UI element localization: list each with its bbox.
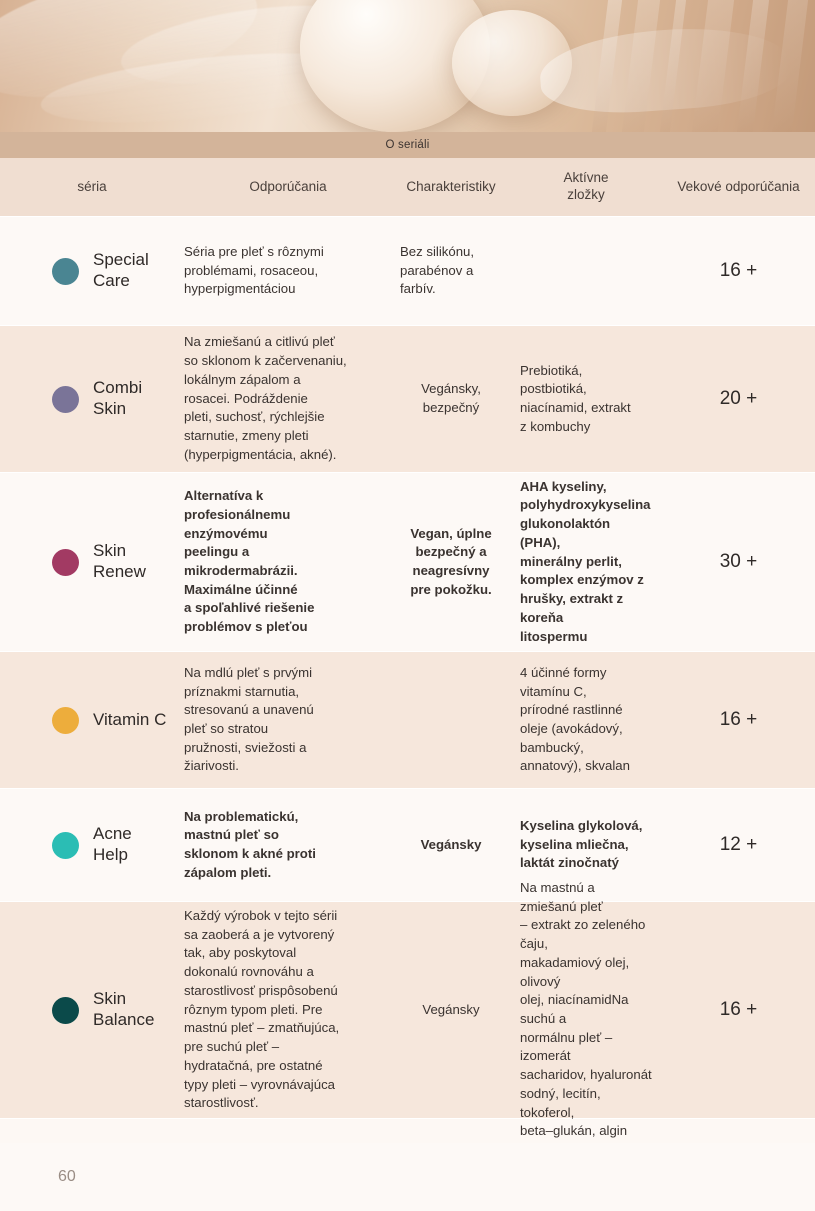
active-ingredients-text: Na mastnú a zmiešanú pleť – extrakt zo zeleného čaju, makadamiový olej, olivový olej, niacínamidNa suchú a normálnu pleť – izomerát sacharidov, hyaluronát sodný, lecitín, tokoferol, beta–glukán, algin bbox=[520, 879, 652, 1139]
row-active-ingredients-cell bbox=[510, 652, 662, 788]
header-cell-recommendations bbox=[184, 158, 392, 216]
characteristics-text: Vegan, úplne bezpečný a neagresívny pre pokožku. bbox=[410, 525, 492, 597]
row-characteristics-cell bbox=[392, 652, 510, 788]
header-label-active-ingredients: Aktívne zložky bbox=[563, 170, 609, 202]
series-color-dot bbox=[52, 549, 79, 576]
series-name-label: Special Care bbox=[93, 250, 149, 290]
recommendations-text: Séria pre pleť s rôznymi problémami, rosaceou, hyperpigmentáciou bbox=[184, 243, 324, 297]
row-series-cell bbox=[0, 473, 184, 651]
row-age-cell bbox=[662, 789, 815, 901]
series-name-label: Skin Balance bbox=[93, 989, 155, 1029]
age-text: 12 + bbox=[719, 834, 758, 855]
recommendations-text: Každý výrobok v tejto sérii sa zaoberá a je vytvorený tak, aby poskytoval dokonalú rovnováhu a starostlivosť prispôsobenú rôznym typom pleti. Pre mastnú pleť – zmatňujúca, pre suchú pleť – hydratačná, pre ostatné typy pleti – vyrovnávajúca starostlivosť. bbox=[184, 907, 340, 1111]
header-cell-characteristics bbox=[392, 158, 510, 216]
active-ingredients-text: Prebiotiká, postbiotiká, niacínamid, extrakt z kombuchy bbox=[520, 362, 631, 434]
series-color-dot bbox=[52, 832, 79, 859]
table-row bbox=[0, 217, 815, 325]
age-text: 20 + bbox=[719, 388, 758, 409]
table-row bbox=[0, 652, 815, 788]
row-recommendations-cell bbox=[184, 217, 392, 325]
header-cell-age bbox=[662, 158, 815, 216]
header-label-age: Vekové odporúčania bbox=[677, 178, 800, 194]
row-recommendations-cell bbox=[184, 326, 392, 472]
row-series-cell bbox=[0, 326, 184, 472]
row-recommendations-cell bbox=[184, 473, 392, 651]
characteristics-text: Vegánsky bbox=[420, 836, 482, 852]
characteristics-text: Vegánsky bbox=[422, 1001, 480, 1017]
row-divider bbox=[0, 1118, 815, 1119]
characteristics-text: Vegánsky, bezpečný bbox=[421, 381, 481, 415]
row-characteristics-cell bbox=[392, 902, 510, 1118]
series-table bbox=[0, 158, 815, 1139]
recommendations-text: Na mdlú pleť s prvými príznakmi starnutia, stresovanú a unavenú pleť so stratou pružnosti, sviežosti a žiarivosti. bbox=[184, 664, 314, 774]
series-color-dot bbox=[52, 386, 79, 413]
series-color-dot bbox=[52, 997, 79, 1024]
row-characteristics-cell bbox=[392, 326, 510, 472]
characteristics-text: Bez silikónu, parabénov a farbív. bbox=[400, 243, 475, 297]
row-age-cell bbox=[662, 326, 815, 472]
row-active-ingredients-cell bbox=[510, 473, 662, 651]
row-age-cell bbox=[662, 902, 815, 1118]
row-series-cell bbox=[0, 789, 184, 901]
row-recommendations-cell bbox=[184, 789, 392, 901]
row-recommendations-cell bbox=[184, 652, 392, 788]
header-label-series: séria bbox=[77, 178, 107, 194]
series-name-label: Skin Renew bbox=[93, 541, 146, 581]
row-series-cell bbox=[0, 217, 184, 325]
row-active-ingredients-cell bbox=[510, 217, 662, 325]
row-recommendations-cell bbox=[184, 902, 392, 1118]
row-age-cell bbox=[662, 652, 815, 788]
table-row bbox=[0, 879, 815, 1139]
hero-banner-image bbox=[0, 0, 815, 132]
series-name-label: Vitamin C bbox=[93, 709, 167, 729]
row-series-cell bbox=[0, 652, 184, 788]
row-age-cell bbox=[662, 217, 815, 325]
header-cell-active-ingredients bbox=[510, 158, 662, 216]
table-row bbox=[0, 473, 815, 651]
recommendations-text: Na zmiešanú a citlivú pleť so sklonom k začervenaniu, lokálnym zápalom a rosacei. Podráždenie pleti, suchosť, rýchlejšie starnutie, zmeny pleti (hyperpigmentácia, akné). bbox=[184, 334, 347, 462]
series-name-label: Acne Help bbox=[93, 824, 132, 864]
row-active-ingredients-cell bbox=[510, 326, 662, 472]
active-ingredients-text: AHA kyseliny, polyhydroxykyselina glukonolaktón (PHA), minerálny perlit, komplex enzýmov z hrušky, extrakt z koreňa litospermu bbox=[520, 478, 651, 644]
row-characteristics-cell bbox=[392, 789, 510, 901]
section-title-bar bbox=[0, 132, 815, 158]
series-name-label: Combi Skin bbox=[93, 378, 143, 418]
age-text: 16 + bbox=[719, 709, 758, 730]
recommendations-text: Alternatíva k profesionálnemu enzýmovému peelingu a mikrodermabrázii. Maximálne účinné a spoľahlivé riešenie problémov s pleťou bbox=[184, 488, 315, 635]
active-ingredients-text: 4 účinné formy vitamínu C, prírodné rastlinné oleje (avokádový, bambucký, annatový), skvalan bbox=[520, 664, 630, 774]
row-series-cell bbox=[0, 902, 184, 1118]
age-text: 16 + bbox=[719, 999, 758, 1020]
section-title-label: O seriáli bbox=[385, 139, 430, 151]
row-active-ingredients-cell bbox=[510, 879, 662, 1139]
age-text: 30 + bbox=[719, 551, 758, 572]
active-ingredients-text: Kyselina glykolová, kyselina mliečna, laktát zinočnatý bbox=[520, 817, 643, 871]
header-label-characteristics: Charakteristiky bbox=[406, 178, 496, 194]
recommendations-text: Na problematickú, mastnú pleť so sklonom k akné proti zápalom pleti. bbox=[184, 808, 316, 880]
series-color-dot bbox=[52, 707, 79, 734]
table-row bbox=[0, 789, 815, 901]
header-label-recommendations: Odporúčania bbox=[249, 178, 327, 194]
row-age-cell bbox=[662, 473, 815, 651]
header-cell-series bbox=[0, 158, 184, 216]
age-text: 16 + bbox=[719, 260, 758, 281]
table-row bbox=[0, 326, 815, 472]
page-number: 60 bbox=[58, 1168, 76, 1185]
table-header-row bbox=[0, 158, 815, 216]
row-characteristics-cell bbox=[392, 473, 510, 651]
page-footer bbox=[0, 1143, 815, 1211]
series-color-dot bbox=[52, 258, 79, 285]
row-characteristics-cell bbox=[392, 217, 510, 325]
